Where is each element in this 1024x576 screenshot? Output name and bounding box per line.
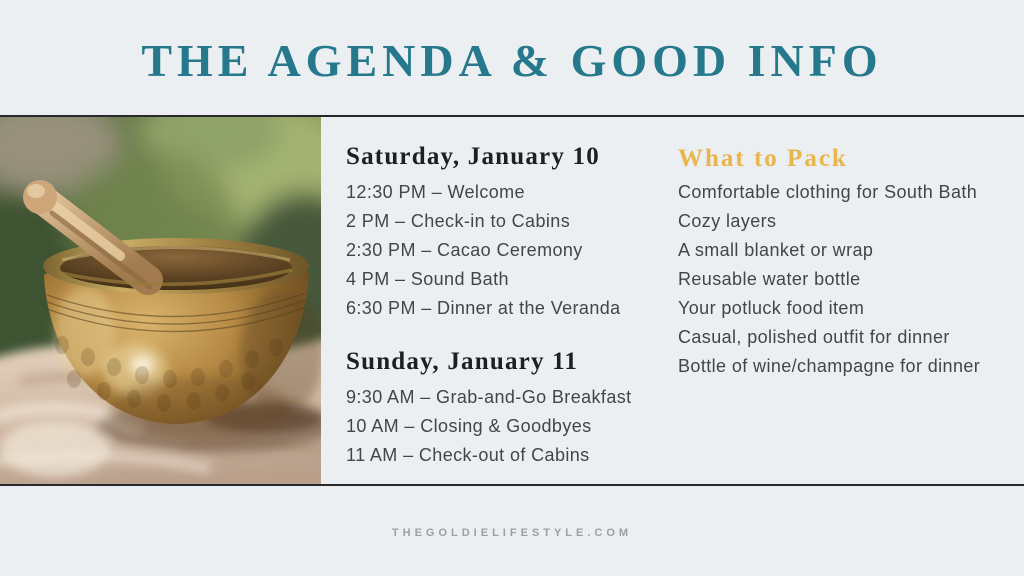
website-url: THEGOLDIELIFESTYLE.COM [391,527,633,539]
schedule-item: 10 AM – Closing & Goodbyes [346,416,592,436]
schedule-item: 12:30 PM – Welcome [346,182,525,202]
sunday-schedule [346,383,632,470]
pack-item: Reusable water bottle [678,269,861,289]
pack-item: Casual, polished outfit for dinner [678,327,950,347]
schedule-item: 11 AM – Check-out of Cabins [346,445,590,465]
schedule-item: 4 PM – Sound Bath [346,269,509,289]
pack-item: A small blanket or wrap [678,240,874,260]
pack-item: Bottle of wine/champagne for dinner [678,356,981,376]
pack-list [678,178,980,381]
pack-item: Cozy layers [678,211,777,231]
singing-bowl-illustration [0,117,321,484]
page-title: THE AGENDA & GOOD INFO [141,35,883,86]
singing-bowl-photo [0,117,321,484]
pack-item: Comfortable clothing for South Bath [678,182,978,202]
schedule-item: 2 PM – Check-in to Cabins [346,211,571,231]
pack-item: Your potluck food item [678,298,865,318]
saturday-heading: Saturday, January 10 [346,143,600,170]
sunday-heading: Sunday, January 11 [346,348,579,375]
schedule-item: 6:30 PM – Dinner at the Veranda [346,298,621,318]
schedule-item: 2:30 PM – Cacao Ceremony [346,240,583,260]
divider-bottom [0,484,1024,486]
what-to-pack-heading: What to Pack [678,145,848,172]
saturday-schedule [346,178,621,323]
schedule-item: 9:30 AM – Grab-and-Go Breakfast [346,387,632,407]
